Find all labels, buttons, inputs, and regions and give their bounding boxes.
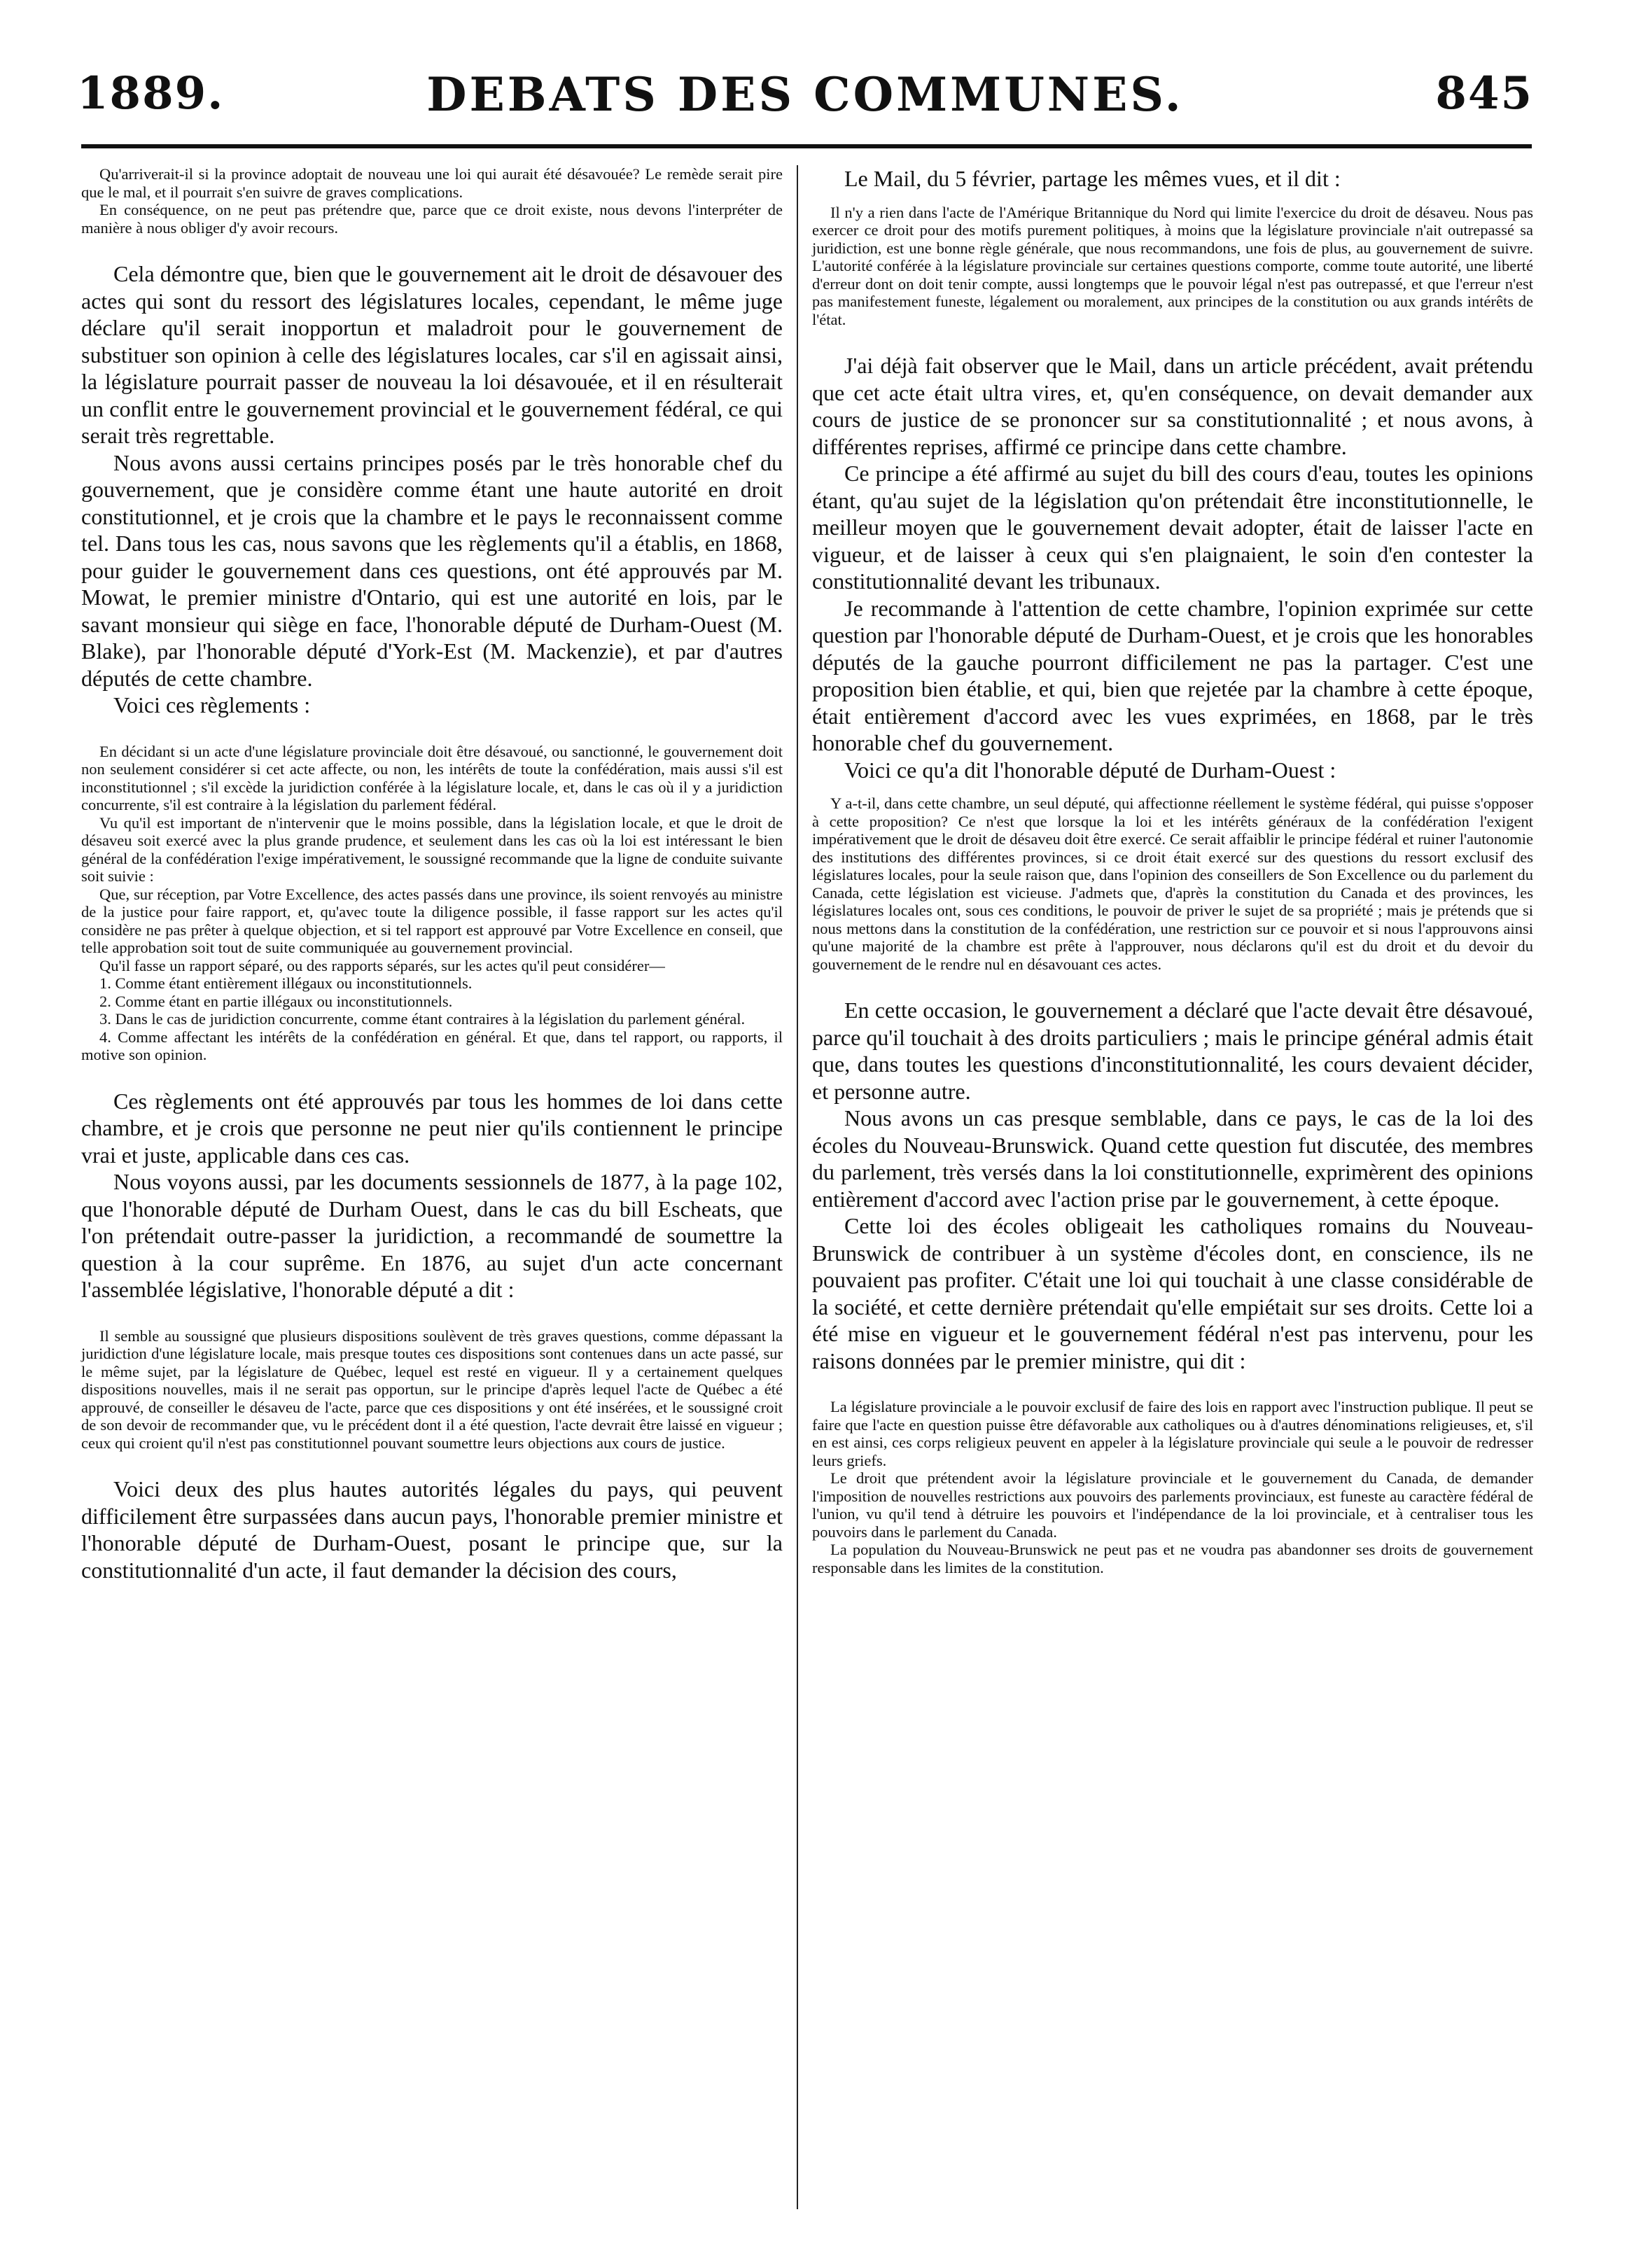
header-year: 1889. (77, 67, 225, 120)
spacer (81, 1452, 783, 1476)
numbered-item: 3. Dans le cas de juridiction concurrente, comme étant contraires à la législation du parlement général. (99, 1010, 746, 1028)
quoted-paragraph: Y a-t-il, dans cette chambre, un seul député, qui affectionne réellement le système fédéral, qui puisse s'opposer à cette proposition? Ce n'est que lorsque la loi et les intérêts généraux de la confédération l'exigent impérativement que le droit de désaveu doit être exercé. Ce serait affaiblir le principe fédéral et ruiner l'autonomie des institutions des différentes provinces, si ce droit était exercé sur des questions du ressort exclusif des législatures locales, pour la seule raison que, dans l'opinion des conseillers de Son Excellence ou du parlement du Canada, cette législation est vicieuse. J'admets que, d'après la constitution du Canada et des provinces, les législatures locales ont, sous ces conditions, le pouvoir de priver le sujet de sa propriété ; mais je prétends que si nous mettons dans la constitution de la confédération, une restriction sur ce pouvoir et si nous l'approuvons ainsi qu'une majorité de la chambre est prête à l'approuver, nous déclarons qu'il est du droit et du devoir du gouvernement de le rendre nul en désavouant ces actes. (812, 794, 1533, 973)
paragraph: Nous avons un cas presque semblable, dans ce pays, le cas de la loi des écoles du Nouveau-Brunswick. Quand cette question fut discutée, des membres du parlement, très versés dans la loi constitutionnelle, exprimèrent des opinions entièrement d'accord avec l'action prise par le gouvernement, à cette époque. (812, 1105, 1533, 1212)
paragraph: En cette occasion, le gouvernement a déclaré que l'acte devait être désavoué, parce qu'il touchait à des droits particuliers ; mais le principe général admis était que, dans toutes les questions d'inconstitutionnalité, les cours devaient décider, et personne autre. (812, 997, 1533, 1104)
paragraph: Ce principe a été affirmé au sujet du bill des cours d'eau, toutes les opinions étant, qu'au sujet de la législation qu'on prétendait être inconstitutionnelle, le meilleur moyen que le gouvernement devait adopter, était de laisser l'acte en vigueur, et de laisser à ceux qui s'en plaignaient, le soin d'en contester la constitutionnalité devant les tribunaux. (812, 461, 1533, 594)
numbered-item: 2. Comme étant en partie illégaux ou inconstitutionnels. (99, 992, 453, 1010)
spacer (81, 1064, 783, 1088)
spacer (812, 783, 1533, 794)
paragraph: Voici ce qu'a dit l'honorable député de Durham-Ouest : (844, 757, 1336, 783)
quoted-paragraph: En conséquence, on ne peut pas prétendre que, parce que ce droit existe, nous devons l'interpréter de manière à nous obliger d'y avoir recours. (81, 201, 783, 237)
quoted-paragraph: Il n'y a rien dans l'acte de l'Amérique Britannique du Nord qui limite l'exercice du droit de désaveu. Nous pas exercer ce droit pour des motifs purement politiques, à moins que la législature provinciale n'ait outrepassé sa juridiction, est une bonne règle générale, que nous recommandons, une fois de plus, au gouvernement de suivre. L'autorité conférée à la législature provinciale sur certaines questions comporte, comme toute autorité, une liberté d'erreur dont on doit tenir compte, aussi longtemps que le pouvoir légal n'est pas outrepassé, et que l'erreur n'est pas manifestement funeste, légalement ou moralement, aux principes de la constitution ou aux grands intérêts de l'état. (812, 203, 1533, 328)
spacer (812, 192, 1533, 204)
paragraph: Le Mail, du 5 février, partage les mêmes vues, et il dit : (844, 166, 1341, 191)
quoted-paragraph: La législature provinciale a le pouvoir exclusif de faire des lois en rapport avec l'instruction publique. Il peut se faire que l'acte en question puisse être défavorable aux catholiques ou à d'autres dénominations religieuses, et, s'il en est ainsi, ces corps religieux peuvent en appeler à la législature provinciale qui seule a le pouvoir de redresser leurs griefs. (812, 1398, 1533, 1469)
spacer (81, 1303, 783, 1327)
quoted-paragraph: Vu qu'il est important de n'intervenir que le moins possible, dans la législation locale, et que le droit de désaveu soit exercé avec la plus grande prudence, et seulement dans les cas où la loi est intéressant le bien général de la confédération l'exige impérativement, le soussigné recommande que la ligne de conduite suivante soit suivie : (81, 813, 783, 885)
right-column (812, 165, 1533, 1576)
spacer (81, 719, 783, 743)
page-header (77, 67, 1533, 130)
quoted-paragraph: Qu'arriverait-il si la province adoptait de nouveau une loi qui aurait été désavouée? Le remède serait pire que le mal, et il pourrait s'en suivre de graves complications. (81, 165, 783, 201)
quoted-paragraph: Il semble au soussigné que plusieurs dispositions soulèvent de très graves questions, comme dépassant la juridiction d'une législature locale, mais presque toutes ces dispositions sont contenues dans un acte passé, sur le même sujet, par la législature de Québec, lequel est resté en vigueur. Il y a certainement quelques dispositions nouvelles, mais il ne serait pas opportun, sur le principe d'après lequel l'acte de Québec a été approuvé, de conseiller le désaveu de l'acte, parce que ces dispositions y ont été insérées, et le soussigné croit de son devoir de recommander que, vu le précédent dont il a été question, l'acte devrait être laissé en vigueur ; ceux qui croient qu'il n'est pas constitutionnel pouvant soumettre leurs objections aux cours de justice. (81, 1326, 783, 1452)
paragraph: J'ai déjà fait observer que le Mail, dans un article précédent, avait prétendu que cet acte était ultra vires, et, qu'en conséquence, on devait demander aux cours de justice de se prononcer sur sa constitutionnalité ; et nous avons, à différentes reprises, affirmé ce principe dans cette chambre. (812, 353, 1533, 459)
paragraph: Cela démontre que, bien que le gouvernement ait le droit de désavouer des actes qui sont du ressort des législatures locales, cependant, le même juge déclare qu'il serait inopportun et maladroit pour le gouvernement de substituer son opinion à celle des législatures locales, car s'il en agissait ainsi, la législature pourrait passer de nouveau la loi désavouée, et il en résulterait un conflit entre le gouvernement provincial et le gouvernement fédéral, ce qui serait très regrettable. (81, 261, 783, 448)
quoted-paragraph: En décidant si un acte d'une législature provinciale doit être désavoué, ou sanctionné, le gouvernement doit non seulement considérer si cet acte affecte, ou non, les intérêts de toute la confédération, mais aussi s'il est inconstitutionnel ; s'il excède la juridiction conférée à la législature locale, et, dans le cas où il y a juridiction concurrente, s'il est contraire à la législation du parlement fédéral. (81, 742, 783, 813)
spacer (812, 1374, 1533, 1398)
paragraph: Ces règlements ont été approuvés par tous les hommes de loi dans cette chambre, et je crois que personne ne peut nier qu'ils contiennent le principe vrai et juste, applicable dans ces cas. (81, 1088, 783, 1168)
quoted-paragraph: La population du Nouveau-Brunswick ne peut pas et ne voudra pas abandonner ses droits de gouvernement responsable dans les limites de la constitution. (812, 1541, 1533, 1576)
numbered-item: 1. Comme étant entièrement illégaux ou inconstitutionnels. (99, 974, 473, 992)
header-rule (81, 144, 1532, 148)
spacer (812, 328, 1533, 352)
paragraph: Voici deux des plus hautes autorités légales du pays, qui peuvent difficilement être surpassées dans aucun pays, l'honorable premier ministre et l'honorable député de Durham-Ouest, posant le principe que, sur la constitutionnalité d'un acte, il faut demander la décision des cours, (81, 1476, 783, 1583)
paragraph: Je recommande à l'attention de cette chambre, l'opinion exprimée sur cette question par l'honorable député de Durham-Ouest, et je crois que les honorables députés de la gauche pourront difficilement ne pas la partager. C'est une proposition bien établie, et qui, bien que rejetée par la chambre à cette époque, était entièrement d'accord avec les vues exprimées, en 1868, par le très honorable chef du gouvernement. (812, 595, 1533, 755)
spacer (81, 237, 783, 260)
quoted-paragraph: Que, sur réception, par Votre Excellence, des actes passés dans une province, ils soient renvoyés au ministre de la justice pour faire rapport, et, qu'avec toute la diligence possible, il fasse rapport sur les actes qu'il considère ne pas prêter à quelque objection, et si tel rapport est approuvé par Votre Excellence en conseil, que telle approbation soit tout de suite communiquée au gouvernement provincial. (81, 885, 783, 956)
quoted-paragraph: Qu'il fasse un rapport séparé, ou des rapports séparés, sur les actes qu'il peut considérer— (99, 956, 665, 974)
spacer (812, 973, 1533, 997)
paragraph: Cette loi des écoles obligeait les catholiques romains du Nouveau-Brunswick de contribuer à un système d'écoles dont, en conscience, ils ne pouvaient pas profiter. C'était une loi qui touchait à une classe considérable de la société, et cette dernière prétendait qu'elle empiétait sur ses droits. Cette loi a été mise en vigueur et le gouvernement fédéral n'est pas intervenu, pour les raisons données par le premier ministre, qui dit : (812, 1213, 1533, 1373)
paragraph: Nous voyons aussi, par les documents sessionnels de 1877, à la page 102, que l'honorable député de Durham Ouest, dans le cas du bill Escheats, que l'on prétendait outre-passer la juridiction, a recommandé de soumettre la question à la cour suprême. En 1876, au sujet d'un acte concernant l'assemblée législative, l'honorable député a dit : (81, 1169, 783, 1302)
header-title: DEBATS DES COMMUNES. (426, 67, 1184, 122)
paragraph: Nous avons aussi certains principes posés par le très honorable chef du gouvernement, que je considère comme étant une haute autorité en droit constitutionnel, et je crois que la chambre et le pays le reconnaissent comme tel. Dans tous les cas, nous savons que les règlements qu'il a établis, en 1868, pour guider le gouvernement dans ces questions, ont été approuvés par M. Mowat, le premier ministre d'Ontario, qui est une autorité en lois, par le savant monsieur qui siège en face, l'honorable député de Durham-Ouest (M. Blake), par l'honorable député d'York-Est (M. Mackenzie), et par d'autres députés de cette chambre. (81, 449, 783, 691)
column-divider (797, 165, 798, 2209)
left-column (81, 165, 783, 1583)
paragraph: Voici ces règlements : (113, 692, 311, 718)
quoted-paragraph: Le droit que prétendent avoir la législature provinciale et le gouvernement du Canada, de demander l'imposition de nouvelles restrictions aux pouvoirs des parlements provinciaux, est funeste au caractère fédéral de l'union, vu qu'il tend à détruire les pouvoirs et l'indépendance de la loi provinciale, et à centraliser tous les pouvoirs dans le parlement du Canada. (812, 1469, 1533, 1541)
header-page-number: 845 (1435, 67, 1533, 120)
numbered-item: 4. Comme affectant les intérêts de la confédération en général. Et que, dans tel rapport, ou rapports, il motive son opinion. (81, 1028, 783, 1063)
